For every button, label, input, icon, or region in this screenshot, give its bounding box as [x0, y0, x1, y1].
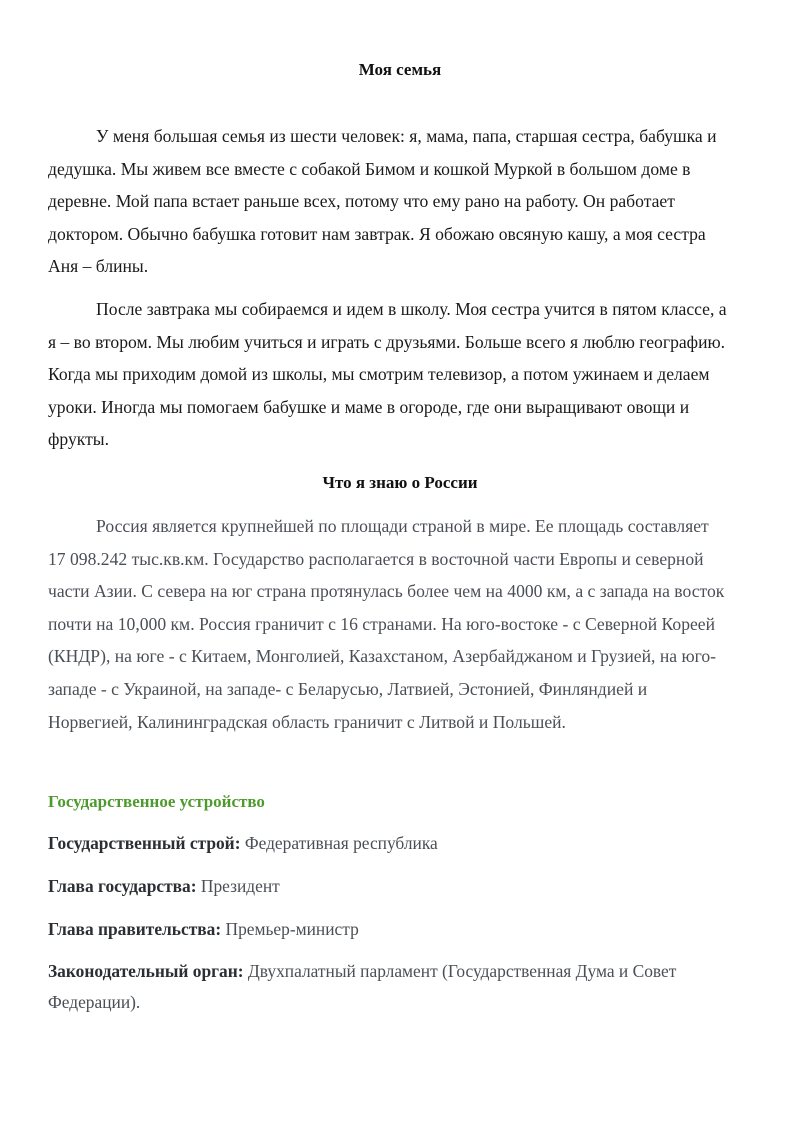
field-label: Государственный строй:: [48, 833, 241, 853]
field-value: Премьер-министр: [221, 919, 359, 939]
field-head-of-government: [48, 914, 728, 945]
section-title-russia: Что я знаю о России: [322, 473, 478, 492]
field-label: Глава правительства:: [48, 919, 222, 939]
field-value: Двухпалатный парламент (Государственная Дума и Совет Федерации).: [48, 961, 677, 1012]
field-value: Президент: [196, 876, 280, 896]
field-head-of-state: [48, 871, 728, 902]
field-label: Законодательный орган:: [48, 961, 244, 981]
family-paragraph-1: У меня большая семья из шести человек: я, мама, папа, старшая сестра, бабушка и дедушка. Мы живем все вместе с собакой Бимом и кошкой Муркой в большом доме в деревне. Мой папа встает раньше всех, потому что ему рано на работу. Он работает доктором. Обычно бабушка готовит нам завтрак. Я обожаю овсяную кашу, а моя сестра Аня – блины.: [48, 126, 717, 277]
field-government-system: [48, 828, 728, 859]
field-value: Федеративная республика: [240, 833, 438, 853]
field-legislature: [48, 956, 728, 1018]
government-heading: Государственное устройство: [48, 792, 265, 811]
field-label: Глава государства:: [48, 876, 197, 896]
family-paragraph-2: После завтрака мы собираемся и идем в школу. Моя сестра учится в пятом классе, а я – во втором. Мы любим учиться и играть с друзьями. Больше всего я люблю географию. Когда мы приходим домой из школы, мы смотрим телевизор, а потом ужинаем и делаем уроки. Иногда мы помогаем бабушке и маме в огороде, где они выращивают овощи и фрукты.: [48, 299, 727, 450]
section-title-family: Моя семья: [358, 60, 442, 79]
russia-paragraph: Россия является крупнейшей по площади страной в мире. Ее площадь составляет 17 098.242 тыс.кв.км. Государство располагается в восточной части Европы и северной части Азии. С севера на юг страна протянулась более чем на 4000 км, а с запада на восток почти на 10,000 км. Россия граничит с 16 странами. На юго-востоке - с Северной Кореей (КНДР), на юге - с Китаем, Монголией, Казахстаном, Азербайджаном и Грузией, на юго-западе - с Украиной, на западе- с Беларусью, Латвией, Эстонией, Финляндией и Норвегией, Калининградская область граничит с Литвой и Польшей.: [48, 516, 725, 732]
